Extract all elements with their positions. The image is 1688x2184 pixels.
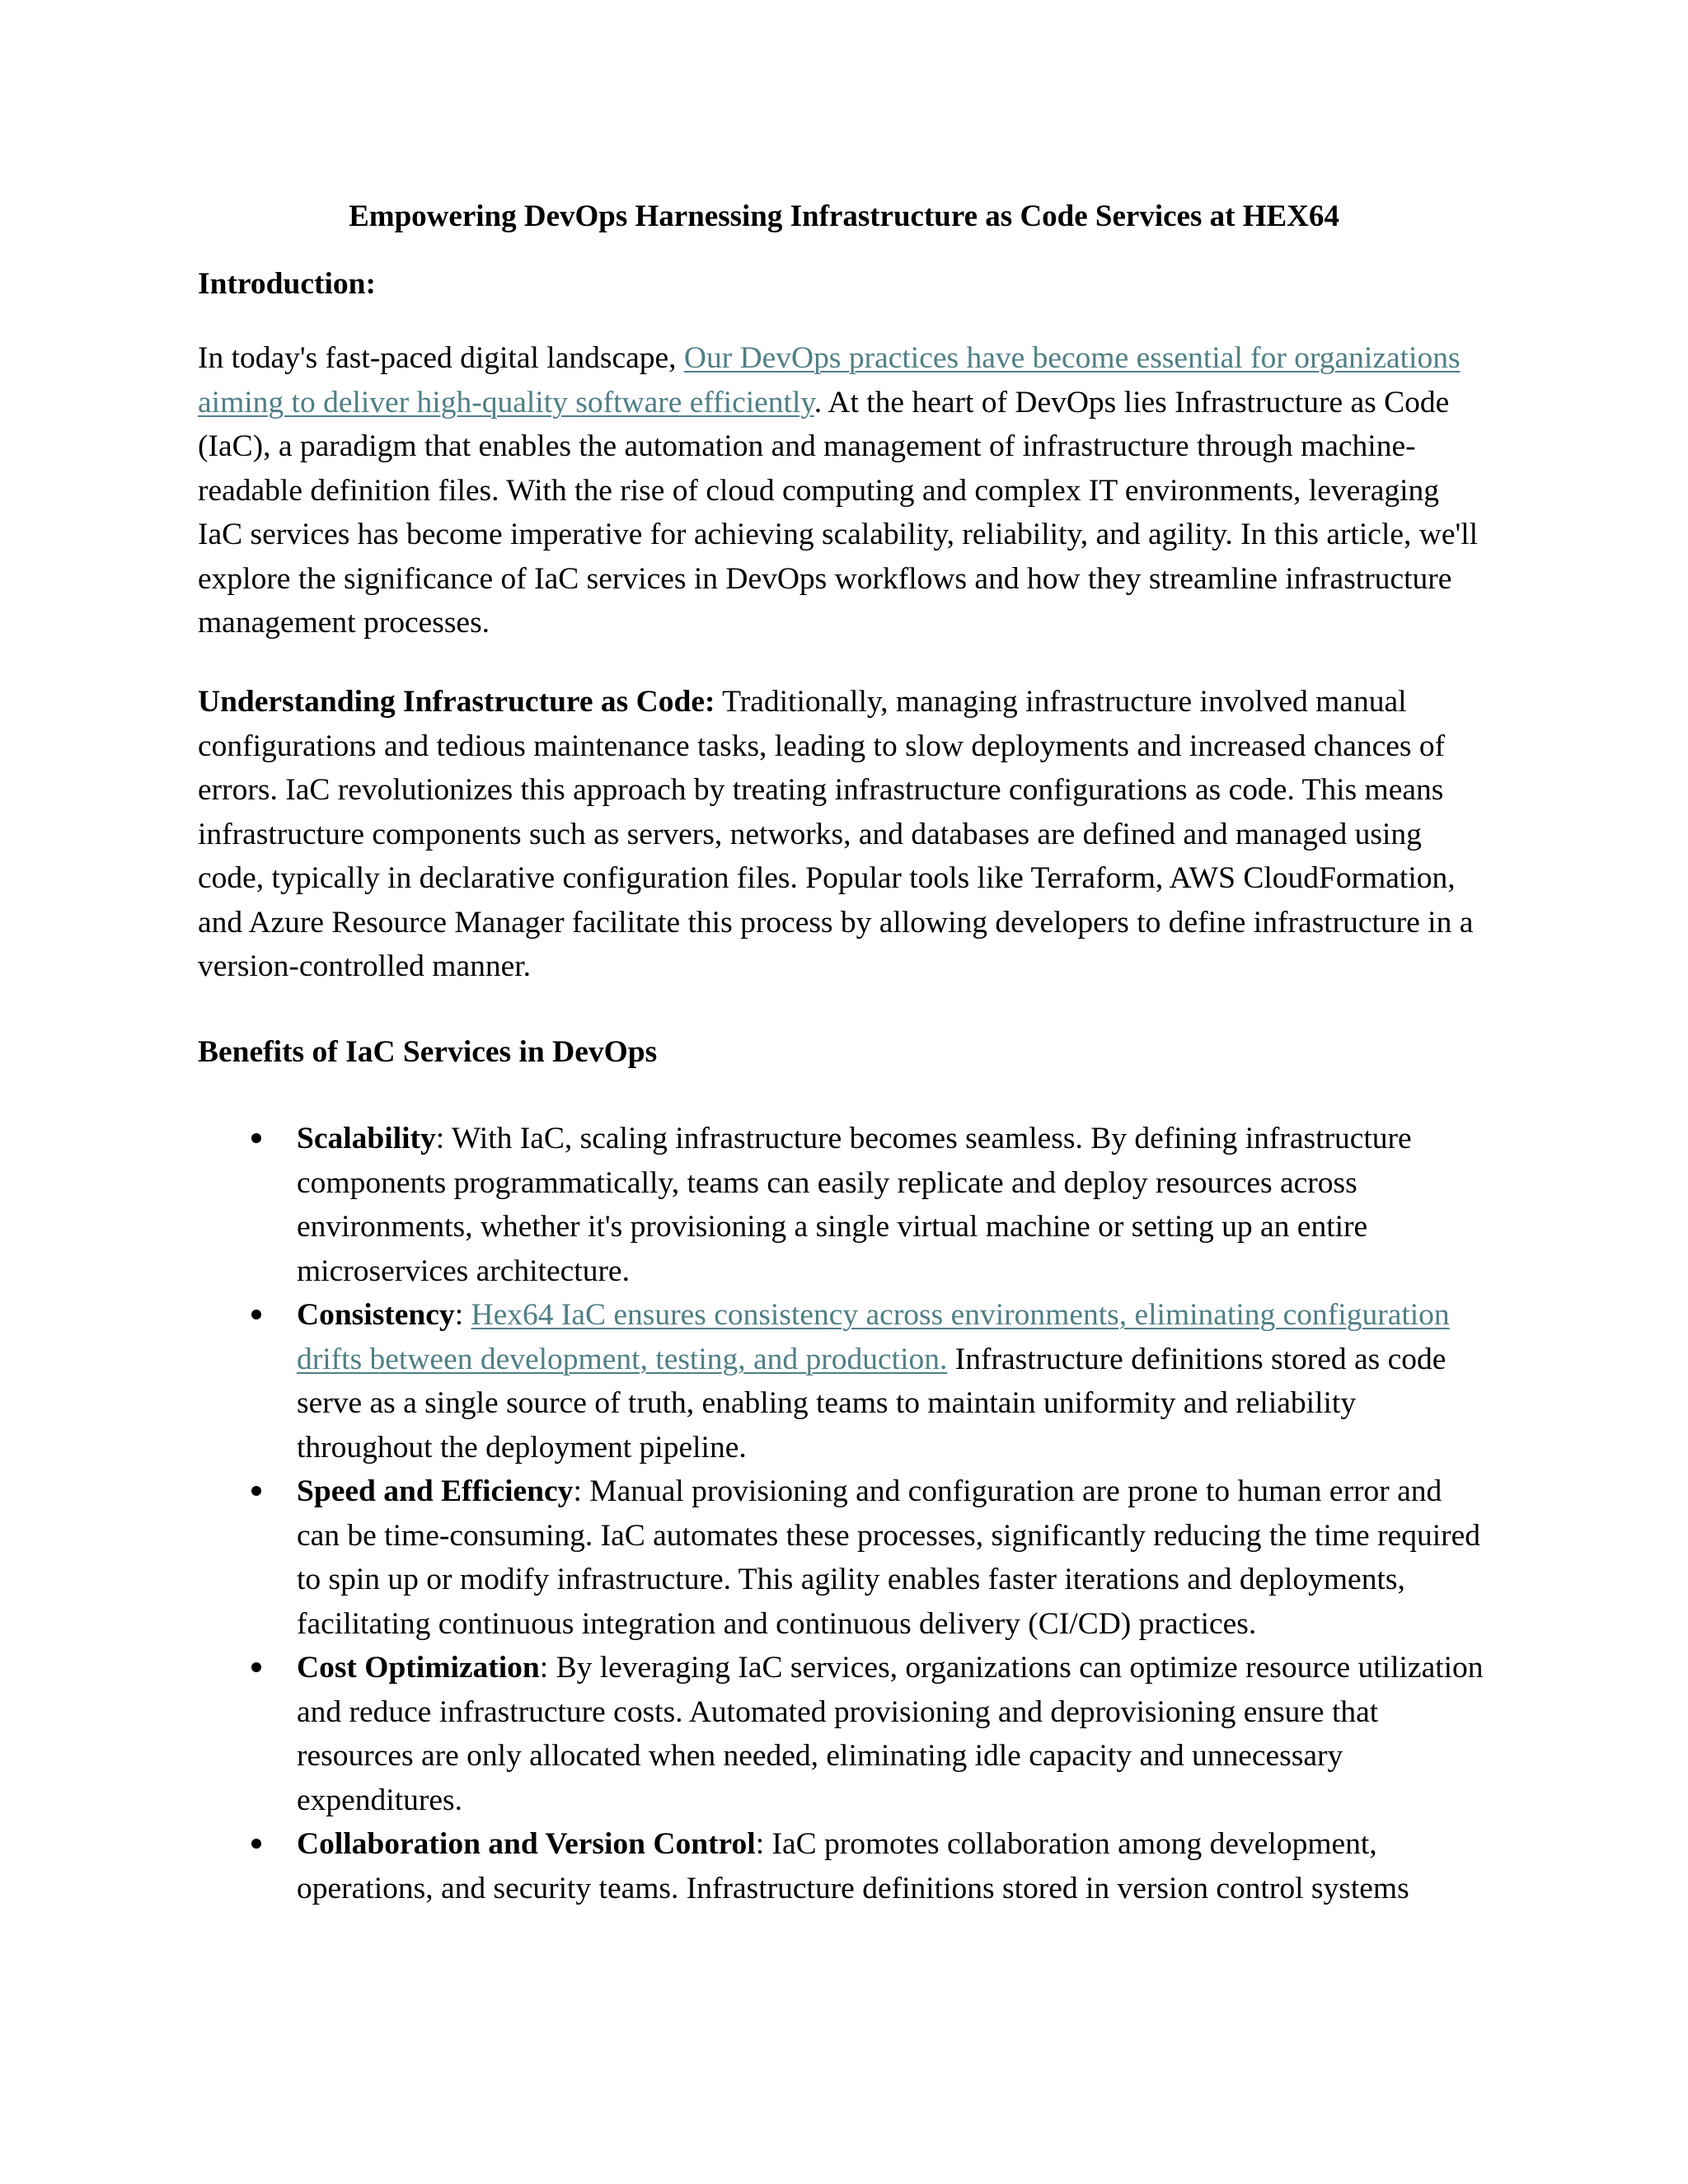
bullet-icon — [251, 1310, 261, 1319]
benefit-term: Consistency — [297, 1298, 455, 1332]
bullet-icon — [251, 1133, 261, 1143]
list-item — [297, 1117, 1488, 1293]
understanding-iac-paragraph — [198, 680, 1484, 989]
intro-rest-text: . At the heart of DevOps lies Infrastructure as Code (IaC), a paradigm that enables the automation and management of infrastructure through machine-readable definition files. With the rise of cloud computing and complex IT environments, leveraging IaC services has become imperative for achieving scalability, reliability, and agility. In this article, we'll explore the significance of IaC services in DevOps workflows and how they streamline infrastructure management processes. — [198, 385, 1479, 640]
benefit-text: Infrastructure definitions stored as code serve as a single source of truth, enabling teams to maintain uniformity and reliability throughout the deployment pipeline. — [297, 1342, 1447, 1465]
benefit-separator: : — [454, 1298, 471, 1332]
list-item — [297, 1646, 1488, 1822]
benefit-text: : With IaC, scaling infrastructure becomes seamless. By defining infrastructure components programmatically, teams can easily replicate and deploy resources across environments, whether it's provisioning a single virtual machine or setting up an entire microservices architecture. — [297, 1122, 1412, 1288]
intro-lead-text: In today's fast-paced digital landscape, — [198, 341, 684, 375]
list-item — [297, 1469, 1488, 1646]
benefits-list — [297, 1117, 1488, 1910]
benefit-term: Cost Optimization — [297, 1651, 540, 1685]
bullet-icon — [251, 1486, 261, 1496]
list-item — [297, 1822, 1488, 1910]
benefit-text: : By leveraging IaC services, organizations can optimize resource utilization and reduce infrastructure costs. Automated provisioning and deprovisioning ensure that resources are only allocated when needed, eliminating idle capacity and unnecessary expenditures. — [297, 1651, 1484, 1817]
introduction-paragraph — [198, 336, 1484, 645]
benefit-term: Speed and Efficiency — [297, 1474, 574, 1508]
benefit-term: Scalability — [297, 1122, 436, 1155]
bullet-icon — [251, 1839, 261, 1849]
benefit-text: : Manual provisioning and configuration are prone to human error and can be time-consuming. IaC automates these processes, significantly reducing the time required to spin up or modify infrastructure. This agility enables faster iterations and deployments, facilitating continuous integration and continuous delivery (CI/CD) practices. — [297, 1474, 1481, 1641]
devops-practices-link[interactable]: Our DevOps practices have become essential for organizations aiming to deliver high-quality software efficiently — [198, 341, 1461, 419]
document-title: Empowering DevOps Harnessing Infrastructure as Code Services at HEX64 — [349, 199, 1339, 233]
understanding-iac-heading: Understanding Infrastructure as Code: — [198, 685, 715, 719]
benefits-heading: Benefits of IaC Services in DevOps — [198, 1035, 658, 1069]
benefit-text: : IaC promotes collaboration among development, operations, and security teams. Infrastructure definitions stored in version control systems — [297, 1827, 1409, 1905]
understanding-iac-text: Traditionally, managing infrastructure involved manual configurations and tedious maintenance tasks, leading to slow deployments and increased chances of errors. IaC revolutionizes this approach by treating infrastructure configurations as code. This means infrastructure components such as servers, networks, and databases are defined and managed using code, typically in declarative configuration files. Popular tools like Terraform, AWS CloudFormation, and Azure Resource Manager facilitate this process by allowing developers to define infrastructure in a version-controlled manner. — [198, 685, 1474, 983]
introduction-heading: Introduction: — [198, 267, 377, 301]
hex64-consistency-link[interactable]: Hex64 IaC ensures consistency across environments, eliminating configuration drifts between development, testing, and production. — [297, 1298, 1450, 1376]
bullet-icon — [251, 1662, 261, 1672]
benefit-term: Collaboration and Version Control — [297, 1827, 756, 1861]
list-item — [297, 1293, 1488, 1469]
